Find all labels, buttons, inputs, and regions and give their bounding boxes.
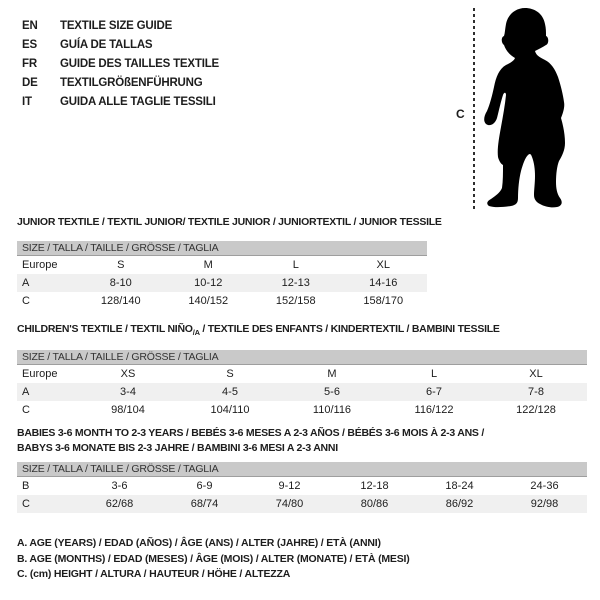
- size-cell: 24-36: [530, 480, 559, 492]
- size-cell: 68/74: [190, 498, 219, 510]
- size-cell: 6-9: [196, 480, 213, 492]
- table-row: [17, 401, 587, 419]
- lang-title: TEXTILGRÖßENFÜHRUNG: [60, 77, 203, 89]
- lang-code: ES: [22, 39, 37, 51]
- children-size-header-bar: SIZE / TALLA / TAILLE / GRÖSSE / TAGLIA: [17, 350, 587, 365]
- junior-table-body: [17, 256, 427, 310]
- size-cell: 12-18: [360, 480, 389, 492]
- size-cell: XL: [529, 368, 543, 381]
- height-measure-label: C: [456, 107, 465, 121]
- children-title-pre: CHILDREN'S TEXTILE / TEXTIL NIÑO: [17, 323, 193, 335]
- junior-size-table: [17, 216, 442, 310]
- size-cell: 6-7: [426, 386, 442, 399]
- table-row: [17, 292, 427, 310]
- children-table-body: [17, 365, 587, 419]
- babies-table-title: [17, 426, 587, 456]
- size-cell: XS: [120, 368, 136, 381]
- junior-size-header-bar: SIZE / TALLA / TAILLE / GRÖSSE / TAGLIA: [17, 241, 427, 256]
- footnote-c: C. (cm) HEIGHT / ALTURA / HAUTEUR / HÖHE / ALTEZZA: [17, 568, 291, 580]
- size-cell: L: [292, 259, 299, 271]
- children-title-post: / TEXTILE DES ENFANTS / KINDERTEXTIL / BAMBINI TESSILE: [199, 323, 500, 335]
- lang-title: GUIDE DES TAILLES TEXTILE: [60, 58, 219, 70]
- babies-size-table: [17, 426, 587, 513]
- size-cell: 9-12: [278, 480, 301, 492]
- size-cell: S: [117, 259, 125, 271]
- row-label: A: [22, 386, 30, 399]
- lang-code: IT: [22, 96, 32, 108]
- size-cell: 14-16: [369, 277, 398, 289]
- size-cell: 158/170: [363, 295, 404, 307]
- babies-size-header-bar: SIZE / TALLA / TAILLE / GRÖSSE / TAGLIA: [17, 462, 587, 477]
- size-cell: 12-13: [281, 277, 310, 289]
- size-cell: 5-6: [324, 386, 340, 399]
- table-row: [17, 477, 587, 495]
- size-cell: 3-6: [111, 480, 128, 492]
- size-cell: 86/92: [445, 498, 474, 510]
- babies-title-line1: BABIES 3-6 MONTH TO 2-3 YEARS / BEBÉS 3-6 MESES A 2-3 AÑOS / BÉBÉS 3-6 MOIS À 2-3 ANS /: [17, 427, 485, 439]
- size-cell: 92/98: [530, 498, 559, 510]
- size-cell: 98/104: [111, 404, 145, 417]
- footnotes: [17, 536, 410, 583]
- size-cell: 80/86: [360, 498, 389, 510]
- toddler-silhouette: [470, 0, 600, 215]
- lang-title: GUÍA DE TALLAS: [60, 39, 153, 51]
- table-row: [17, 365, 587, 383]
- size-cell: XL: [376, 259, 390, 271]
- size-cell: M: [327, 368, 337, 381]
- size-cell: 104/110: [210, 404, 250, 417]
- footnote-a: A. AGE (YEARS) / EDAD (AÑOS) / ÂGE (ANS) / ALTER (JAHRE) / ETÀ (ANNI): [17, 537, 381, 549]
- lang-row-en: [22, 17, 219, 36]
- size-cell: 10-12: [194, 277, 223, 289]
- size-cell: 18-24: [445, 480, 474, 492]
- size-cell: 128/140: [100, 295, 141, 307]
- row-label: B: [22, 480, 30, 492]
- size-cell: M: [203, 259, 213, 271]
- table-row: [17, 274, 427, 292]
- lang-title: GUIDA ALLE TAGLIE TESSILI: [60, 96, 216, 108]
- lang-row-es: [22, 36, 219, 55]
- footnote-b: B. AGE (MONTHS) / EDAD (MESES) / ÂGE (MOIS) / ALTER (MONATE) / ETÀ (MESI): [17, 552, 410, 565]
- size-cell: 62/68: [105, 498, 134, 510]
- children-title-sub: /A: [192, 328, 200, 338]
- row-label: Europe: [22, 368, 58, 381]
- babies-title-line2: BABYS 3-6 MONATE BIS 2-3 JAHRE / BAMBINI 3-6 MESI A 2-3 ANNI: [17, 442, 338, 454]
- size-cell: L: [430, 368, 438, 381]
- table-row: [17, 256, 427, 274]
- language-title-list: [22, 17, 219, 112]
- row-label: C: [22, 498, 30, 510]
- table-row: [17, 383, 587, 401]
- row-label: C: [22, 295, 30, 307]
- size-cell: 7-8: [528, 386, 544, 399]
- size-cell: 116/122: [414, 404, 454, 417]
- size-cell: 4-5: [222, 386, 238, 399]
- row-label: C: [22, 404, 30, 417]
- size-cell: 152/158: [275, 295, 316, 307]
- size-cell: 110/116: [312, 404, 352, 417]
- height-measure-line: [473, 8, 475, 210]
- size-cell: S: [226, 368, 234, 381]
- lang-title: TEXTILE SIZE GUIDE: [60, 20, 173, 32]
- lang-code: DE: [22, 77, 38, 89]
- lang-row-fr: [22, 55, 219, 74]
- children-table-title: [17, 323, 587, 339]
- size-cell: 74/80: [275, 498, 304, 510]
- table-row: [17, 495, 587, 513]
- babies-table-body: [17, 477, 587, 513]
- row-label: A: [22, 277, 30, 289]
- row-label: Europe: [22, 259, 58, 271]
- size-cell: 3-4: [120, 386, 136, 399]
- size-cell: 140/152: [188, 295, 229, 307]
- lang-code: FR: [22, 58, 37, 70]
- size-cell: 8-10: [109, 277, 132, 289]
- lang-code: EN: [22, 20, 38, 32]
- lang-row-it: [22, 93, 219, 112]
- children-size-table: [17, 323, 587, 419]
- junior-table-title: JUNIOR TEXTILE / TEXTIL JUNIOR/ TEXTILE JUNIOR / JUNIORTEXTIL / JUNIOR TESSILE: [17, 216, 442, 228]
- size-cell: 122/128: [516, 404, 556, 417]
- lang-row-de: [22, 74, 219, 93]
